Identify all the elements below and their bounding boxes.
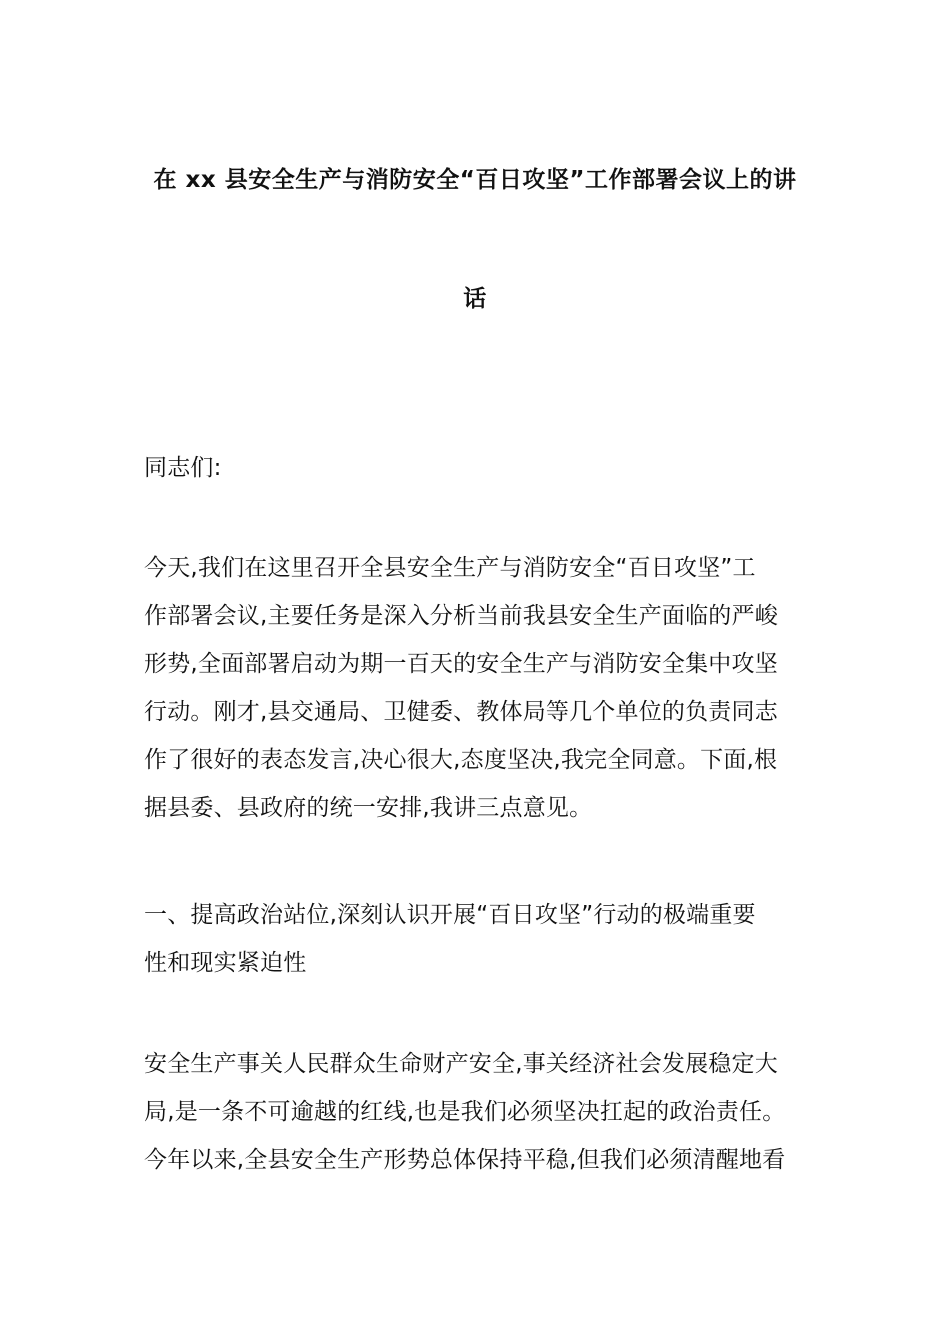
document-title-line-2: 话 <box>463 286 487 312</box>
paragraph-intro <box>144 544 810 832</box>
paragraph-line: 安全生产事关人民群众生命财产安全,事关经济社会发展稳定大 <box>144 1051 778 1077</box>
paragraph-line: 作了很好的表态发言,决心很大,态度坚决,我完全同意。下面,根 <box>144 747 778 773</box>
paragraph-line: 今天,我们在这里召开全县安全生产与消防安全“百日攻坚”工 <box>144 555 756 581</box>
paragraph-line: 局,是一条不可逾越的红线,也是我们必须坚决扛起的政治责任。 <box>144 1099 786 1125</box>
salutation: 同志们: <box>144 455 222 481</box>
heading-line: 一、提高政治站位,深刻认识开展“百日攻坚”行动的极端重要 <box>144 902 756 928</box>
paragraph-section-1 <box>144 1040 810 1184</box>
paragraph-line: 作部署会议,主要任务是深入分析当前我县安全生产面临的严峻 <box>144 603 778 629</box>
paragraph-line: 今年以来,全县安全生产形势总体保持平稳,但我们必须清醒地看 <box>144 1147 786 1173</box>
document-title-line-1: 在 xx 县安全生产与消防安全“百日攻坚”工作部署会议上的讲 <box>153 167 797 193</box>
paragraph-line: 形势,全面部署启动为期一百天的安全生产与消防安全集中攻坚 <box>144 651 778 677</box>
section-heading-1 <box>144 891 810 987</box>
paragraph-line: 行动。刚才,县交通局、卫健委、教体局等几个单位的负责同志 <box>144 699 778 725</box>
paragraph-line: 据县委、县政府的统一安排,我讲三点意见。 <box>144 795 593 821</box>
heading-line: 性和现实紧迫性 <box>144 950 307 976</box>
